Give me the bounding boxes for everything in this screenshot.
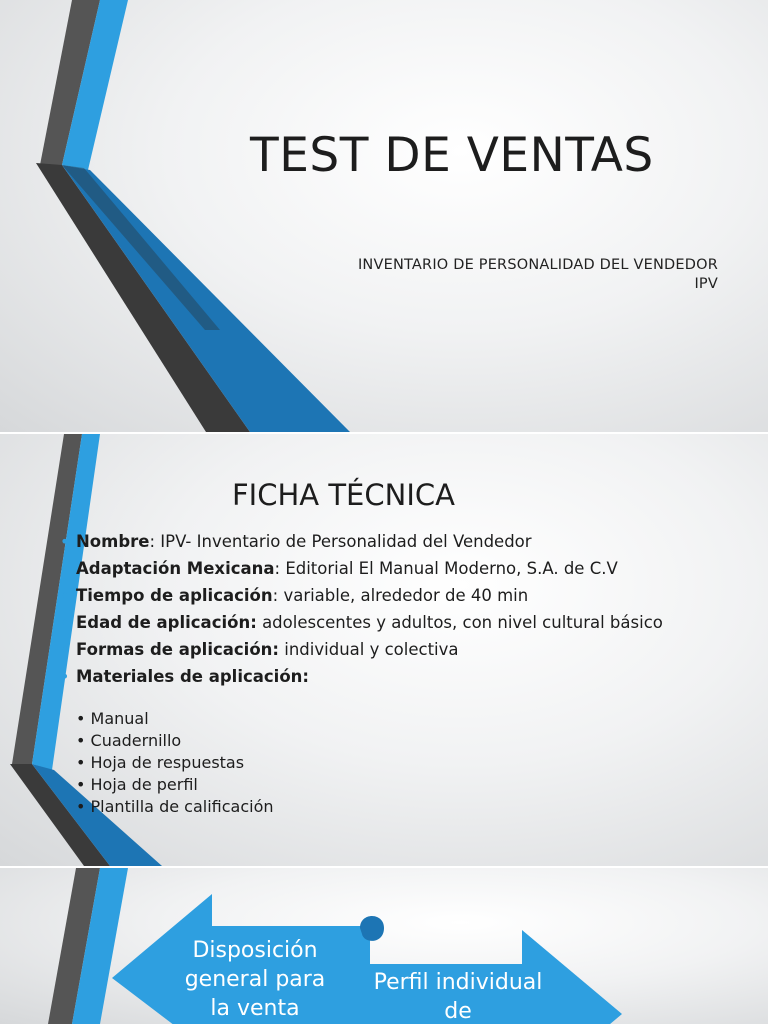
left-arrow-line-2: general para [184, 967, 326, 992]
item-value: Editorial El Manual Moderno, S.A. de C.V [285, 559, 618, 578]
bullet-icon: • [60, 667, 70, 686]
item-value: adolescentes y adultos, con nivel cultural básico [262, 613, 663, 632]
item-label: Tiempo de aplicación [76, 586, 273, 605]
material-item: • Hoja de respuestas [76, 753, 245, 772]
bullet-icon: • [60, 640, 70, 659]
section-title: FICHA TÉCNICA [232, 478, 455, 512]
list-item [60, 639, 700, 660]
item-label: Nombre [76, 532, 150, 551]
page-title: TEST DE VENTAS [250, 128, 654, 183]
left-arrow-label [170, 936, 340, 1023]
subtitle-line-1: INVENTARIO DE PERSONALIDAD DEL VENDEDOR [357, 257, 718, 273]
list-item [60, 585, 700, 606]
material-item: • Manual [76, 709, 149, 728]
item-value: IPV- Inventario de Personalidad del Vendedor [160, 532, 532, 551]
material-item: • Cuadernillo [76, 731, 182, 750]
item-separator: : [274, 559, 286, 578]
item-label: Adaptación Mexicana [76, 559, 275, 578]
bullet-icon: • [60, 586, 70, 605]
decorative-stripes [0, 0, 400, 432]
item-label: Formas de aplicación: [76, 640, 280, 659]
slide-ficha-tecnica [0, 434, 768, 866]
item-separator: : [149, 532, 161, 551]
slide-title [0, 0, 768, 432]
list-item [60, 612, 700, 633]
left-arrow-line-3: la venta [210, 996, 300, 1021]
item-separator: : [272, 586, 284, 605]
material-item: • Hoja de perfil [76, 775, 198, 794]
subtitle [358, 256, 718, 294]
left-arrow-line-1: Disposición [192, 938, 318, 963]
bullet-icon: • [60, 559, 70, 578]
list-item [60, 558, 700, 579]
list-item [60, 531, 700, 552]
right-arrow-label [358, 968, 558, 1024]
ficha-list [60, 531, 700, 693]
item-label: Edad de aplicación: [76, 613, 257, 632]
bullet-icon: • [60, 532, 70, 551]
item-value: individual y colectiva [284, 640, 459, 659]
item-value: variable, alrededor de 40 min [283, 586, 529, 605]
item-label: Materiales de aplicación: [76, 667, 310, 686]
slide-diagram [0, 868, 768, 1024]
materials-list [76, 708, 274, 818]
right-arrow-line-1: Perfil individual [373, 970, 543, 995]
subtitle-line-2: IPV [694, 276, 718, 292]
material-item: • Plantilla de calificación [76, 797, 274, 816]
bullet-icon: • [60, 613, 70, 632]
right-arrow-line-2: de [444, 999, 472, 1024]
list-item [60, 666, 700, 687]
